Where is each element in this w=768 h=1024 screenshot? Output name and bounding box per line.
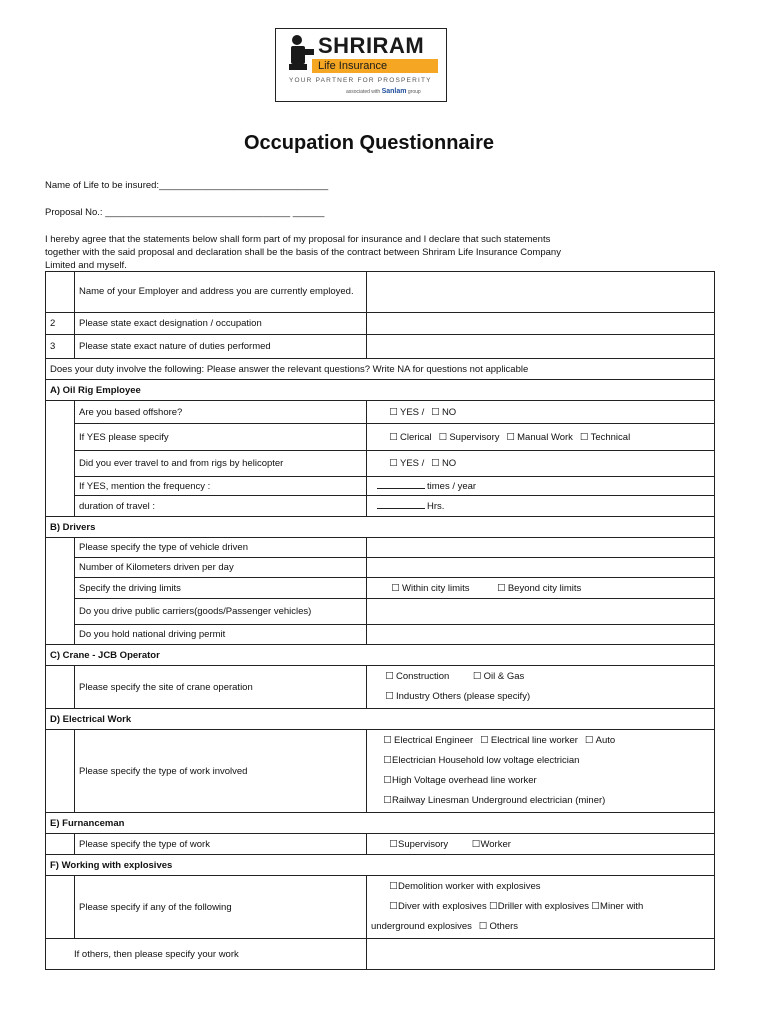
option-driller: Driller with explosives: [497, 901, 590, 912]
section-header-row: [46, 380, 715, 401]
logo-associated-text: associated with: [346, 89, 381, 95]
question-frequency: If YES, mention the frequency :: [75, 477, 367, 496]
option-construction: Construction: [396, 671, 450, 682]
option-line: [385, 897, 710, 917]
question-offshore: Are you based offshore?: [75, 401, 367, 424]
table-row: [46, 625, 715, 645]
checkbox-others[interactable]: ☐: [478, 921, 488, 932]
section-header-row: [46, 517, 715, 538]
answer-explosives: [367, 876, 715, 939]
duration-blank[interactable]: [377, 499, 425, 509]
section-oil-rig-header: A) Oil Rig Employee: [46, 380, 715, 401]
checkbox-no[interactable]: ☐: [431, 458, 440, 469]
option-demolition-worker: Demolition worker with explosives: [398, 881, 541, 892]
logo-brand: SHRIRAM: [318, 33, 425, 58]
checkbox-technical[interactable]: ☐: [579, 431, 589, 443]
logo-tagline: YOUR PARTNER FOR PROSPERITY: [289, 77, 432, 84]
declaration-text: I hereby agree that the statements below shall form part of my proposal for insurance and I declare that such statements together with the said proposal and declaration shall be the basis of the contract between Shriram Life Insurance Company Limited and myself.: [45, 234, 561, 271]
name-of-life-field[interactable]: Name of Life to be insured:________________________________: [45, 180, 329, 191]
question-specify: If YES please specify: [75, 424, 367, 451]
checkbox-driller[interactable]: ☐: [488, 901, 498, 912]
checkbox-electrical-line-worker[interactable]: ☐: [480, 735, 489, 746]
option-line: [385, 877, 710, 897]
checkbox-worker[interactable]: ☐: [471, 838, 481, 850]
option-yes: YES /: [400, 406, 425, 418]
table-row: [46, 834, 715, 855]
table-row: [46, 730, 715, 813]
option-within-city: Within city limits: [402, 582, 470, 594]
option-oil-gas: Oil & Gas: [483, 671, 525, 682]
section-header-row: [46, 645, 715, 666]
question-explosives: Please specify if any of the following: [75, 876, 367, 939]
answer-frequency: [367, 477, 715, 496]
table-row: [46, 451, 715, 477]
page-title: Occupation Questionnaire: [243, 132, 495, 154]
row-number: [46, 272, 75, 313]
answer-duties[interactable]: [367, 335, 715, 359]
row-number: 2: [46, 313, 75, 335]
option-clerical: Clerical: [400, 431, 432, 443]
answer-furnace-work: [367, 834, 715, 855]
checkbox-high-voltage[interactable]: ☐: [383, 775, 392, 786]
option-line: [381, 667, 710, 687]
questionnaire-table: [45, 271, 715, 970]
option-line: [379, 791, 710, 811]
section-header-row: [46, 813, 715, 834]
table-row: [46, 335, 715, 359]
checkbox-oil-gas[interactable]: ☐: [472, 671, 482, 682]
frequency-blank[interactable]: [377, 479, 425, 489]
answer-driving-limits: [367, 578, 715, 599]
section-furnace-header: E) Furnanceman: [46, 813, 715, 834]
option-line: [371, 917, 710, 937]
table-row: [46, 666, 715, 709]
row-spacer: [46, 538, 75, 645]
question-others-work: If others, then please specify your work: [46, 939, 367, 970]
proposal-number-field[interactable]: Proposal No.: ___________________________________ ______: [45, 207, 325, 218]
logo-partner: Sanlam: [381, 88, 407, 95]
option-no: NO: [441, 406, 457, 418]
table-row: [46, 477, 715, 496]
checkbox-railway-linesman[interactable]: ☐: [383, 795, 392, 806]
company-logo: [275, 28, 447, 102]
answer-designation[interactable]: [367, 313, 715, 335]
checkbox-demolition-worker[interactable]: ☐: [389, 881, 398, 892]
option-electrical-line-worker: Electrical line worker: [490, 735, 578, 746]
checkbox-auto[interactable]: ☐: [584, 735, 594, 746]
table-row: [46, 538, 715, 558]
answer-public-carriers[interactable]: [367, 599, 715, 625]
question-designation: Please state exact designation / occupation: [75, 313, 367, 335]
logo-partner-suffix: group: [407, 89, 421, 95]
checkbox-yes[interactable]: ☐: [389, 458, 398, 469]
row-spacer: [46, 401, 75, 517]
section-electrical-header: D) Electrical Work: [46, 709, 715, 730]
answer-employer[interactable]: [367, 272, 715, 313]
section-crane-header: C) Crane - JCB Operator: [46, 645, 715, 666]
checkbox-household-electrician[interactable]: ☐: [383, 755, 392, 766]
option-railway-linesman: Railway Linesman Underground electrician (miner): [392, 795, 606, 806]
checkbox-electrical-engineer[interactable]: ☐: [383, 735, 392, 746]
checkbox-no[interactable]: ☐: [431, 406, 440, 418]
section-drivers-header: B) Drivers: [46, 517, 715, 538]
question-kilometers: Number of Kilometers driven per day: [75, 558, 367, 578]
checkbox-within-city[interactable]: ☐: [391, 582, 400, 594]
option-line: [379, 731, 710, 751]
checkbox-manual-work[interactable]: ☐: [506, 431, 515, 443]
question-electrical-work: Please specify the type of work involved: [75, 730, 367, 813]
row-spacer: [46, 730, 75, 813]
option-supervisory: Supervisory: [449, 431, 500, 443]
question-furnace-work: Please specify the type of work: [75, 834, 367, 855]
answer-vehicle-type[interactable]: [367, 538, 715, 558]
question-helicopter: Did you ever travel to and from rigs by helicopter: [75, 451, 367, 477]
table-row: [46, 272, 715, 313]
checkbox-diver[interactable]: ☐: [389, 901, 398, 912]
question-employer: Name of your Employer and address you are currently employed.: [75, 272, 367, 313]
checkbox-miner[interactable]: ☐: [591, 901, 600, 912]
answer-crane-site: [367, 666, 715, 709]
option-high-voltage: High Voltage overhead line worker: [392, 775, 537, 786]
option-household-electrician: Electrician Household low voltage electrician: [392, 755, 580, 766]
table-row: [46, 496, 715, 517]
table-row: [46, 313, 715, 335]
table-row: [46, 401, 715, 424]
question-driving-limits: Specify the driving limits: [75, 578, 367, 599]
option-no: NO: [441, 458, 457, 469]
table-row: [46, 939, 715, 970]
option-line: [379, 751, 710, 771]
section-header-row: [46, 709, 715, 730]
answer-duration: [367, 496, 715, 517]
question-driving-permit: Do you hold national driving permit: [75, 625, 367, 645]
option-miner: Miner with: [600, 901, 644, 912]
checkbox-beyond-city[interactable]: ☐: [497, 582, 506, 594]
row-spacer: [46, 666, 75, 709]
table-row: [46, 359, 715, 380]
answer-others-work[interactable]: [367, 939, 715, 970]
question-duration: duration of travel :: [75, 496, 367, 517]
option-auto: Auto: [595, 735, 616, 746]
answer-helicopter: [367, 451, 715, 477]
answer-driving-permit[interactable]: [367, 625, 715, 645]
option-worker: Worker: [480, 838, 511, 850]
frequency-unit: times / year: [427, 481, 477, 492]
logo-product: Life Insurance: [312, 59, 438, 73]
checkbox-yes[interactable]: ☐: [389, 406, 398, 418]
question-public-carriers: Do you drive public carriers(goods/Passenger vehicles): [75, 599, 367, 625]
option-industry-others: Industry Others (please specify): [396, 691, 531, 702]
checkbox-construction[interactable]: ☐: [385, 671, 394, 682]
option-yes: YES /: [400, 458, 425, 469]
checkbox-supervisory[interactable]: ☐: [389, 838, 398, 850]
option-others: Others: [489, 921, 519, 932]
logo-association: [346, 88, 421, 95]
answer-kilometers[interactable]: [367, 558, 715, 578]
section-explosives-header: F) Working with explosives: [46, 855, 715, 876]
row-spacer: [46, 834, 75, 855]
table-row: [46, 876, 715, 939]
duty-intro: Does your duty involve the following: Please answer the relevant questions? Write NA for questions not applicable: [46, 359, 715, 380]
question-duties: Please state exact nature of duties performed: [75, 335, 367, 359]
option-underground-explosives: underground explosives: [371, 921, 472, 932]
option-manual-work: Manual Work: [517, 431, 573, 443]
checkbox-clerical[interactable]: ☐: [389, 431, 398, 443]
option-beyond-city: Beyond city limits: [507, 582, 582, 594]
question-vehicle-type: Please specify the type of vehicle driven: [75, 538, 367, 558]
question-crane-site: Please specify the site of crane operation: [75, 666, 367, 709]
table-row: [46, 578, 715, 599]
section-header-row: [46, 855, 715, 876]
option-diver: Diver with explosives: [398, 901, 487, 912]
option-supervisory: Supervisory: [398, 838, 449, 850]
checkbox-industry-others[interactable]: ☐: [385, 691, 394, 702]
option-line: [379, 771, 710, 791]
option-technical: Technical: [590, 431, 631, 443]
option-electrical-engineer: Electrical Engineer: [394, 735, 474, 746]
table-row: [46, 558, 715, 578]
checkbox-supervisory[interactable]: ☐: [438, 431, 448, 443]
option-line: [381, 687, 710, 707]
row-number: 3: [46, 335, 75, 359]
table-row: [46, 599, 715, 625]
answer-specify: [367, 424, 715, 451]
duration-unit: Hrs.: [427, 501, 445, 512]
answer-offshore: [367, 401, 715, 424]
answer-electrical-work: [367, 730, 715, 813]
row-spacer: [46, 876, 75, 939]
table-row: [46, 424, 715, 451]
